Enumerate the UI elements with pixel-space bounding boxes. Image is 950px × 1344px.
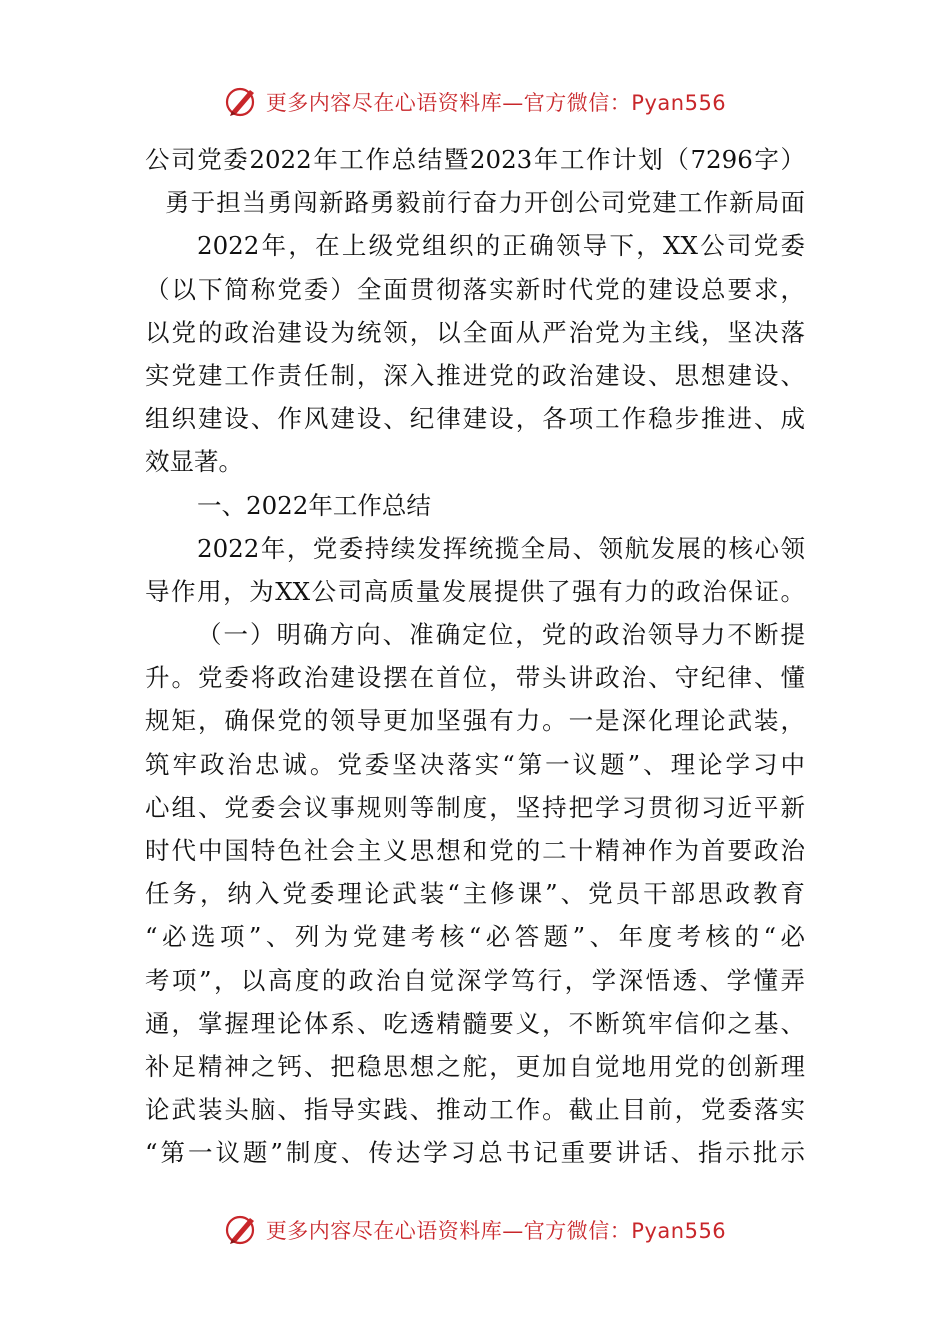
header-watermark-text: 更多内容尽在心语资料库—官方微信：Pyan556 (265, 91, 727, 115)
paragraph-line: 通，掌握理论体系、吃透精髓要义，不断筑牢信仰之基、 (145, 1008, 805, 1038)
paragraph-line: 任务，纳入党委理论武装“主修课”、党员干部思政教育 (145, 879, 805, 909)
paragraph-line: “第一议题”制度、传达学习总书记重要讲话、指示批示 (145, 1138, 805, 1168)
paragraph-line: 升。党委将政治建设摆在首位，带头讲政治、守纪律、懂 (145, 663, 805, 693)
paragraph-line: 效显著。 (145, 447, 243, 477)
footer-watermark-text: 更多内容尽在心语资料库—官方微信：Pyan556 (265, 1219, 727, 1243)
paragraph-line: “必选项”、列为党建考核“必答题”、年度考核的“必 (145, 922, 805, 952)
document-body (145, 138, 805, 1175)
paragraph-line: 筑牢政治忠诚。党委坚决落实“第一议题”、理论学习中 (145, 749, 805, 779)
paragraph-line: 心组、党委会议事规则等制度，坚持把学习贯彻习近平新 (145, 792, 805, 822)
pen-circle-icon (224, 1212, 260, 1248)
paragraph-line: 补足精神之钙、把稳思想之舵，更加自觉地用党的创新理 (145, 1051, 805, 1081)
document-title: 公司党委2022年工作总结暨2023年工作计划（7296字） (145, 145, 805, 174)
paragraph-line: 2022年，在上级党组织的正确领导下，XX公司党委 (197, 231, 805, 261)
document-subtitle: 勇于担当勇闯新路勇毅前行奋力开创公司党建工作新局面 (165, 188, 805, 218)
section-heading: 一、2022年工作总结 (197, 490, 431, 520)
paragraph-line: 论武装头脑、指导实践、推动工作。截止目前，党委落实 (145, 1095, 805, 1125)
header-watermark-banner (0, 80, 950, 124)
subsection-heading-line: （一）明确方向、准确定位，党的政治领导力不断提 (197, 620, 805, 650)
paragraph-line: 2022年，党委持续发挥统揽全局、领航发展的核心领 (197, 533, 805, 563)
paragraph-line: 实党建工作责任制，深入推进党的政治建设、思想建设、 (145, 360, 805, 390)
paragraph-line: 以党的政治建设为统领，以全面从严治党为主线，坚决落 (145, 317, 805, 347)
paragraph-line: 时代中国特色社会主义思想和党的二十精神作为首要政治 (145, 836, 805, 865)
pen-circle-icon (224, 84, 260, 120)
paragraph-line: 规矩，确保党的领导更加坚强有力。一是深化理论武装， (145, 706, 805, 736)
paragraph-line: （以下简称党委）全面贯彻落实新时代党的建设总要求， (145, 274, 805, 304)
paragraph-line: 考项”，以高度的政治自觉深学笃行，学深悟透、学懂弄 (145, 965, 805, 995)
paragraph-line: 导作用，为XX公司高质量发展提供了强有力的政治保证。 (145, 576, 805, 606)
footer-watermark-banner (0, 1208, 950, 1252)
paragraph-line: 组织建设、作风建设、纪律建设，各项工作稳步推进、成 (145, 404, 805, 434)
